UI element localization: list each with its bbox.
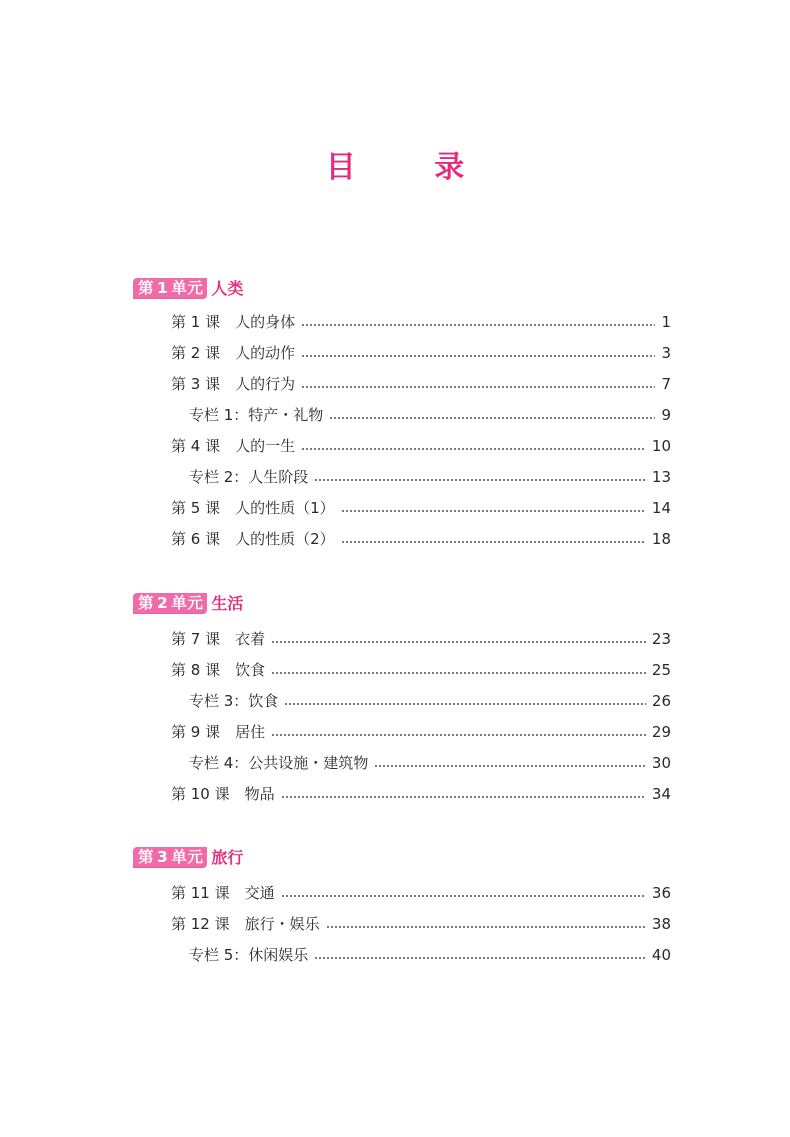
unit-header-3 (133, 845, 633, 869)
toc-entry-column[interactable] (171, 461, 671, 492)
leader-dots (271, 672, 646, 674)
leader-dots (271, 641, 646, 643)
entry-page: 9 (661, 405, 671, 424)
unit-2-entries (171, 623, 671, 809)
entry-label: 第 11 课 交通 (171, 884, 275, 902)
entry-label: 专栏 5：休闲娱乐 (189, 946, 309, 964)
leader-dots (301, 448, 646, 450)
unit-badge: 第 1 单元 (133, 278, 207, 299)
unit-badge: 第 3 单元 (133, 847, 207, 868)
entry-page: 14 (651, 498, 671, 517)
unit-1-entries (171, 306, 671, 554)
unit-3-entries (171, 877, 671, 970)
leader-dots (284, 703, 646, 705)
entry-label: 第 10 课 物品 (171, 785, 275, 803)
leader-dots (301, 324, 655, 326)
toc-entry[interactable] (171, 368, 671, 399)
entry-page: 29 (651, 722, 671, 741)
entry-label: 第 9 课 居住 (171, 723, 266, 741)
leader-dots (314, 957, 646, 959)
unit-header-2 (133, 591, 633, 615)
toc-entry[interactable] (171, 877, 671, 908)
toc-entry-column[interactable] (171, 747, 671, 778)
leader-dots (271, 734, 646, 736)
toc-entry[interactable] (171, 654, 671, 685)
leader-dots (281, 796, 646, 798)
leader-dots (374, 765, 646, 767)
leader-dots (329, 417, 655, 419)
entry-page: 36 (651, 883, 671, 902)
leader-dots (341, 541, 646, 543)
entry-label: 第 6 课 人的性质（2） (171, 530, 335, 548)
leader-dots (326, 926, 646, 928)
unit-name: 生活 (211, 593, 244, 613)
entry-label: 第 7 课 衣着 (171, 630, 266, 648)
entry-page: 26 (651, 691, 671, 710)
entry-page: 18 (651, 529, 671, 548)
unit-name: 旅行 (211, 847, 244, 867)
entry-page: 23 (651, 629, 671, 648)
toc-entry[interactable] (171, 778, 671, 809)
toc-entry[interactable] (171, 430, 671, 461)
entry-page: 38 (651, 914, 671, 933)
toc-entry[interactable] (171, 306, 671, 337)
entry-page: 13 (651, 467, 671, 486)
entry-page: 7 (661, 374, 671, 393)
page-title: 目 录 (325, 150, 499, 185)
leader-dots (341, 510, 646, 512)
entry-label: 专栏 1：特产・礼物 (189, 406, 324, 424)
entry-page: 1 (661, 312, 671, 331)
toc-entry-column[interactable] (171, 399, 671, 430)
unit-header-1 (133, 276, 633, 300)
entry-label: 专栏 4：公共设施・建筑物 (189, 754, 369, 772)
unit-badge: 第 2 单元 (133, 593, 207, 614)
entry-page: 34 (651, 784, 671, 803)
entry-page: 30 (651, 753, 671, 772)
entry-page: 3 (661, 343, 671, 362)
leader-dots (314, 479, 646, 481)
entry-label: 第 4 课 人的一生 (171, 437, 296, 455)
entry-page: 10 (651, 436, 671, 455)
entry-page: 40 (651, 945, 671, 964)
leader-dots (281, 895, 646, 897)
toc-entry-column[interactable] (171, 685, 671, 716)
toc-entry[interactable] (171, 716, 671, 747)
entry-label: 第 2 课 人的动作 (171, 344, 296, 362)
leader-dots (301, 386, 655, 388)
entry-label: 专栏 2：人生阶段 (189, 468, 309, 486)
entry-label: 第 8 课 饮食 (171, 661, 266, 679)
toc-entry[interactable] (171, 908, 671, 939)
toc-entry[interactable] (171, 523, 671, 554)
unit-name: 人类 (211, 278, 244, 298)
entry-page: 25 (651, 660, 671, 679)
entry-label: 第 5 课 人的性质（1） (171, 499, 335, 517)
leader-dots (301, 355, 655, 357)
entry-label: 专栏 3：饮食 (189, 692, 279, 710)
entry-label: 第 12 课 旅行・娱乐 (171, 915, 320, 933)
toc-entry[interactable] (171, 337, 671, 368)
entry-label: 第 1 课 人的身体 (171, 313, 296, 331)
entry-label: 第 3 课 人的行为 (171, 375, 296, 393)
toc-entry-column[interactable] (171, 939, 671, 970)
toc-entry[interactable] (171, 492, 671, 523)
toc-entry[interactable] (171, 623, 671, 654)
